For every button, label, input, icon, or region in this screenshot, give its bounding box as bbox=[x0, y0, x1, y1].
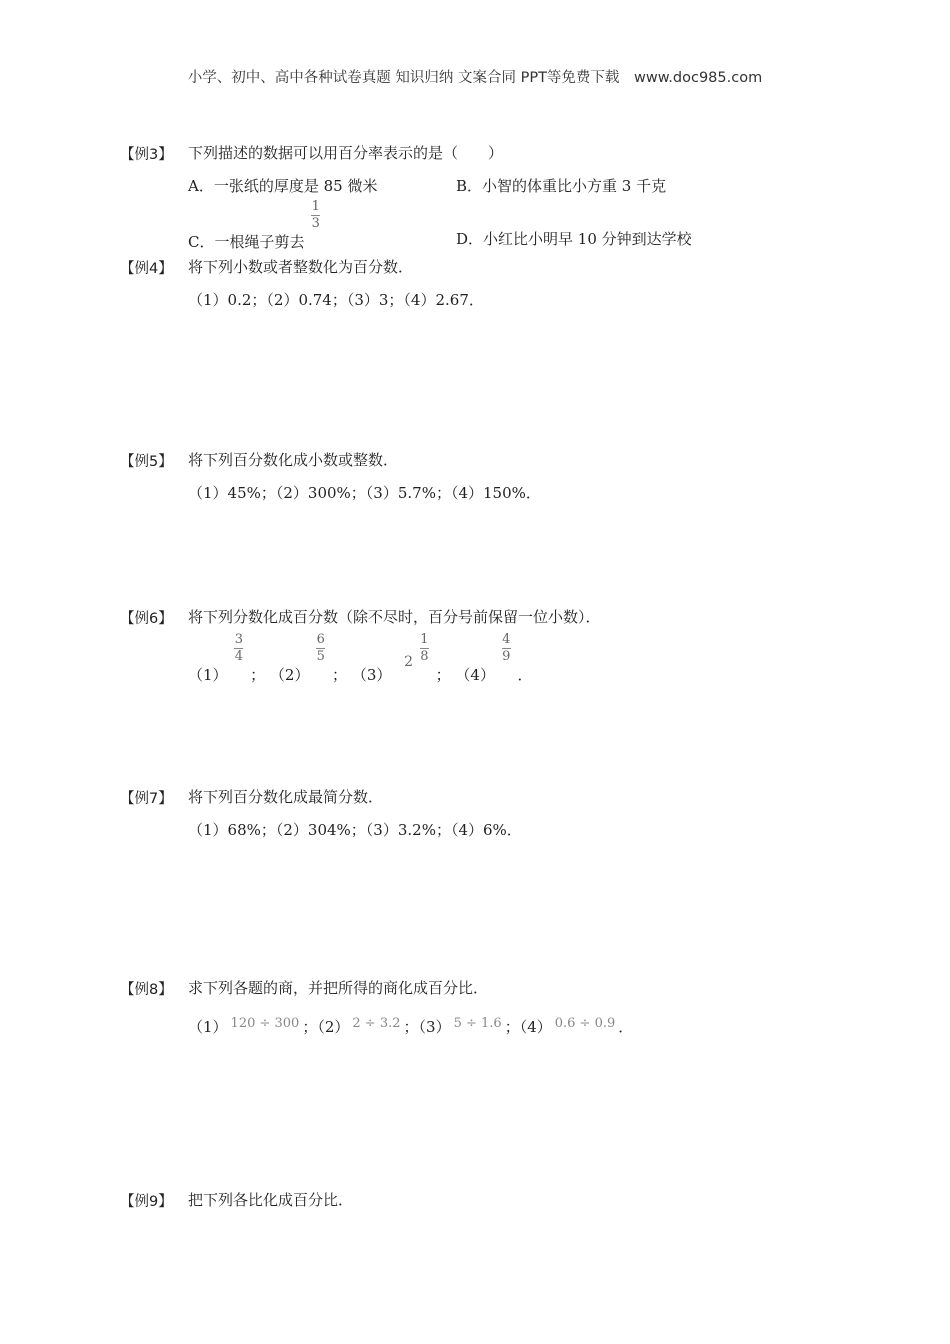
fraction-numerator: 1 bbox=[311, 199, 320, 214]
example-6-label: 【例6】 bbox=[120, 611, 173, 627]
example-5-label: 【例5】 bbox=[120, 454, 173, 470]
example-5-question: 将下列百分数化成小数或整数． bbox=[188, 451, 399, 469]
expression-3: 5 ÷ 1.6 bbox=[453, 1016, 502, 1031]
expression-2: 2 ÷ 3.2 bbox=[352, 1016, 401, 1031]
example-3-option-d: D．小红比小明早 10 分钟到达学校 bbox=[456, 230, 692, 248]
fraction-denominator: 5 bbox=[316, 648, 325, 664]
expression-4: 0.6 ÷ 0.9 bbox=[554, 1016, 616, 1031]
example-3-question: 下列描述的数据可以用百分率表示的是（ ） bbox=[188, 144, 504, 162]
header-url[interactable]: www.doc985.com bbox=[634, 70, 763, 86]
separator: ； bbox=[250, 666, 266, 685]
item-4-prefix: （4） bbox=[455, 666, 495, 685]
item-2-prefix: （2） bbox=[269, 666, 310, 685]
example-8-question: 求下列各题的商，并把所得的商化成百分比． bbox=[188, 979, 489, 997]
example-9-label: 【例9】 bbox=[120, 1194, 173, 1210]
item-2-prefix: （2） bbox=[317, 1018, 350, 1036]
example-3-option-b: B．小智的体重比小方重 3 千克 bbox=[456, 177, 667, 195]
example-7-items: （1）68%；（2）304%；（3）3.2%；（4）6%． bbox=[188, 821, 522, 839]
example-4-items: （1）0.2；（2）0.74；（3）3；（4）2.67． bbox=[188, 291, 484, 309]
example-3-option-a: A．一张纸的厚度是 85 微米 bbox=[188, 177, 378, 195]
example-7-label: 【例7】 bbox=[120, 791, 173, 807]
fraction-denominator: 8 bbox=[420, 648, 429, 664]
item-4-prefix: （4） bbox=[519, 1018, 552, 1036]
fraction-numerator: 1 bbox=[420, 632, 429, 647]
fraction-4-9 bbox=[502, 633, 511, 663]
fraction-one-third bbox=[311, 200, 320, 230]
header-text: 小学、初中、高中各种试卷真题 知识归纳 文案合同 PPT等免费下载 bbox=[187, 70, 620, 86]
example-3-option-c bbox=[188, 199, 322, 252]
example-4-question: 将下列小数或者整数化为百分数． bbox=[188, 258, 414, 276]
item-3-prefix: （3） bbox=[351, 666, 392, 685]
fraction-denominator: 4 bbox=[234, 648, 243, 664]
example-6-items bbox=[188, 632, 533, 685]
item-1-prefix: （1） bbox=[188, 1018, 228, 1036]
fraction-denominator: 9 bbox=[502, 648, 511, 664]
separator: ； bbox=[504, 1018, 520, 1036]
fraction-denominator: 3 bbox=[311, 215, 320, 231]
example-6-question: 将下列分数化成百分数（除不尽时，百分号前保留一位小数）． bbox=[188, 608, 601, 626]
period: ． bbox=[517, 666, 533, 685]
option-c-text: C．一根绳子剪去 bbox=[188, 233, 305, 252]
page-header bbox=[0, 66, 950, 87]
example-3-label: 【例3】 bbox=[120, 147, 173, 163]
example-8-label: 【例8】 bbox=[120, 982, 173, 998]
item-1-prefix: （1） bbox=[188, 666, 228, 685]
separator: ； bbox=[435, 666, 451, 685]
example-7-question: 将下列百分数化成最简分数． bbox=[188, 788, 384, 806]
fraction-3-4 bbox=[234, 633, 243, 663]
example-9-question: 把下列各比化成百分比． bbox=[188, 1191, 354, 1209]
separator: ； bbox=[302, 1018, 318, 1036]
example-5-items: （1）45%；（2）300%；（3）5.7%；（4）150%． bbox=[188, 484, 541, 502]
fraction-1-8 bbox=[420, 633, 429, 663]
mixed-number-whole: 2 bbox=[404, 654, 414, 671]
fraction-numerator: 4 bbox=[502, 632, 511, 647]
example-4-label: 【例4】 bbox=[120, 261, 173, 277]
fraction-numerator: 6 bbox=[316, 632, 325, 647]
separator: ； bbox=[332, 666, 348, 685]
period: ． bbox=[618, 1018, 634, 1036]
item-3-prefix: （3） bbox=[418, 1018, 451, 1036]
example-8-items bbox=[188, 1016, 633, 1037]
expression-1: 120 ÷ 300 bbox=[230, 1016, 300, 1031]
fraction-numerator: 3 bbox=[234, 632, 243, 647]
fraction-6-5 bbox=[316, 633, 325, 663]
separator: ； bbox=[403, 1018, 419, 1036]
